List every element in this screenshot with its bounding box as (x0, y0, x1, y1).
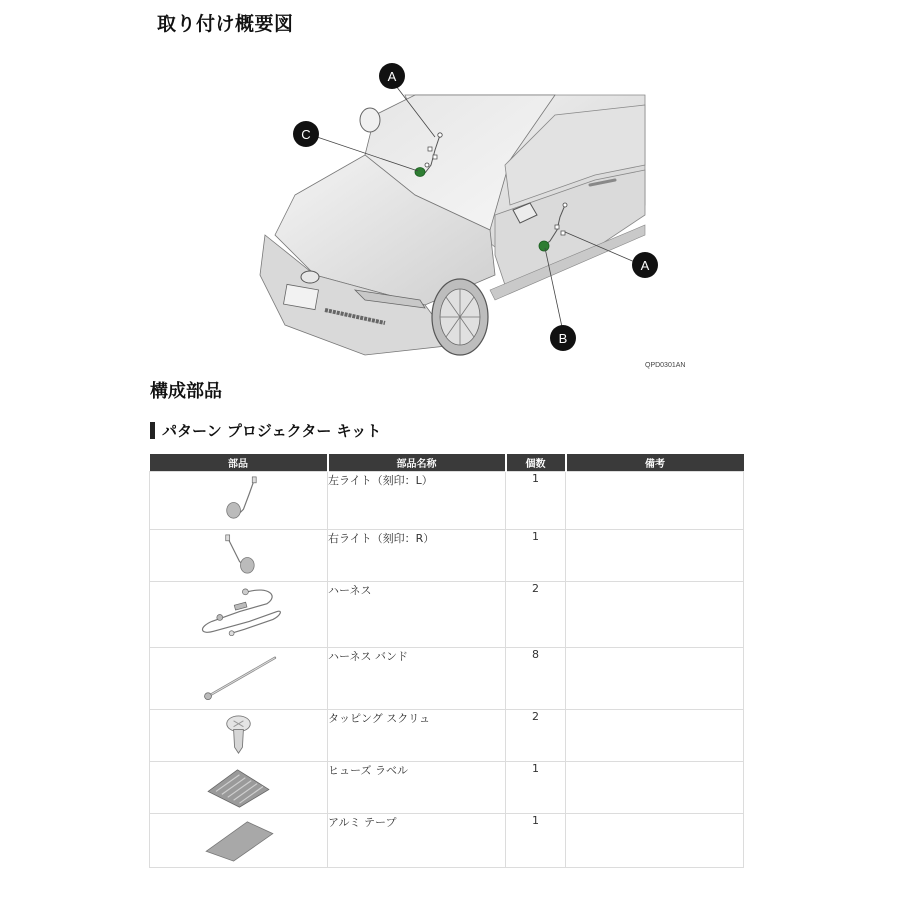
table-row (150, 813, 744, 867)
harness-band-icon (150, 648, 327, 709)
part-qty: 2 (506, 581, 566, 647)
callout-c (293, 121, 319, 147)
aluminum-tape-icon (150, 814, 327, 867)
installation-diagram (255, 55, 695, 375)
fuse-label-icon (150, 762, 327, 813)
diagram-code: QPD0301AN (645, 362, 686, 369)
part-note (566, 709, 744, 761)
parts-table (149, 454, 744, 868)
part-qty: 1 (506, 529, 566, 581)
part-name: ハーネス (328, 581, 506, 647)
part-name: 右ライト（刻印：R） (328, 529, 506, 581)
callout-a-door (632, 252, 658, 278)
heading-bar-icon (150, 422, 155, 439)
part-name: アルミ テープ (328, 813, 506, 867)
overview-heading: 取り付け概要図 (157, 13, 294, 35)
part-qty: 1 (506, 471, 566, 529)
part-note (566, 471, 744, 529)
left-light-icon (150, 472, 327, 529)
callout-a-top (379, 63, 405, 89)
kit-heading (150, 420, 381, 441)
part-image-cell (150, 647, 328, 709)
part-note (566, 813, 744, 867)
part-image-cell (150, 761, 328, 813)
table-row (150, 761, 744, 813)
part-image-cell (150, 709, 328, 761)
part-qty: 8 (506, 647, 566, 709)
callout-b (550, 325, 576, 351)
table-row (150, 471, 744, 529)
part-image-cell (150, 529, 328, 581)
table-row (150, 529, 744, 581)
part-name: ハーネス バンド (328, 647, 506, 709)
table-row (150, 647, 744, 709)
right-light-icon (150, 530, 327, 581)
header-qty: 個数 (506, 454, 566, 471)
svg-text:B: B (558, 331, 568, 346)
part-note (566, 529, 744, 581)
part-name: タッピング スクリュ (328, 709, 506, 761)
part-name: ヒューズ ラベル (328, 761, 506, 813)
part-image-cell (150, 813, 328, 867)
svg-text:A: A (387, 69, 397, 84)
table-header-row (150, 454, 744, 471)
part-image-cell (150, 581, 328, 647)
part-image-cell (150, 471, 328, 529)
part-note (566, 761, 744, 813)
svg-text:C: C (301, 127, 311, 142)
table-row (150, 709, 744, 761)
part-name: 左ライト（刻印：L） (328, 471, 506, 529)
components-heading: 構成部品 (150, 381, 222, 402)
header-part: 部品 (150, 454, 328, 471)
harness-icon (150, 582, 327, 647)
svg-text:A: A (640, 258, 650, 273)
header-note: 備考 (566, 454, 744, 471)
car-illustration-icon (255, 55, 695, 375)
tapping-screw-icon (150, 710, 327, 761)
table-row (150, 581, 744, 647)
part-qty: 2 (506, 709, 566, 761)
kit-heading-text: パターン プロジェクター キット (162, 422, 382, 440)
part-note (566, 581, 744, 647)
part-note (566, 647, 744, 709)
part-qty: 1 (506, 813, 566, 867)
part-qty: 1 (506, 761, 566, 813)
header-part-name: 部品名称 (328, 454, 506, 471)
